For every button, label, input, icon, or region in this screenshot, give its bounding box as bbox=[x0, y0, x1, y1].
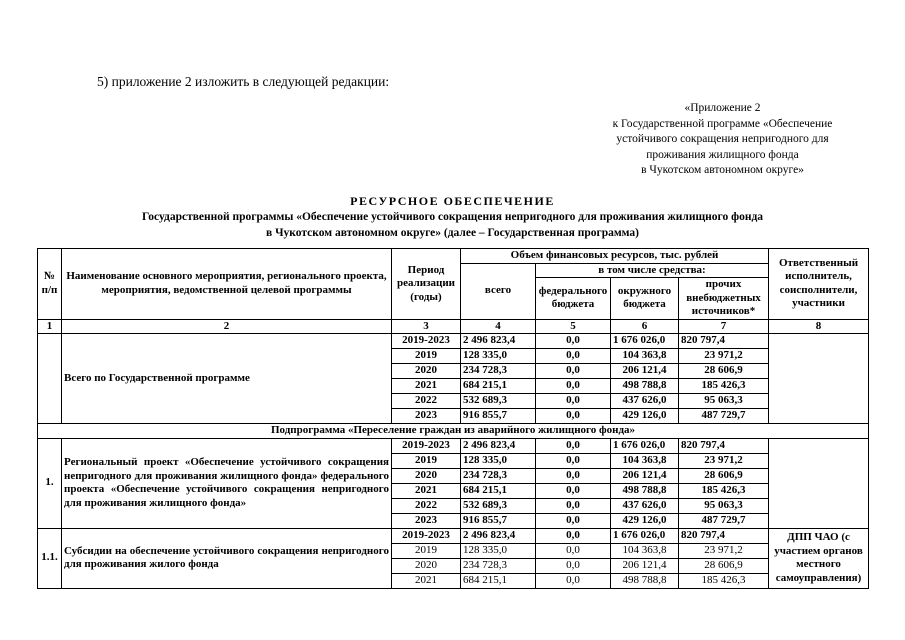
header-district: окружного бюджета bbox=[611, 278, 679, 320]
cell-period: 2020 bbox=[392, 558, 461, 573]
cell-total: 128 335,0 bbox=[461, 543, 536, 558]
cell-period: 2019-2023 bbox=[392, 528, 461, 543]
cell-period: 2019-2023 bbox=[392, 334, 461, 349]
heading-line-1: Государственной программы «Обеспечение устойчивого сокращения непригодного для проживания жилищного фонда bbox=[141, 211, 764, 223]
col-number: 7 bbox=[679, 319, 769, 334]
cell-other: 487 729,7 bbox=[679, 513, 769, 528]
header-total: всего bbox=[461, 263, 536, 319]
cell-other: 820 797,4 bbox=[679, 438, 769, 453]
col-number: 8 bbox=[769, 319, 869, 334]
header-incl: в том числе средства: bbox=[536, 263, 769, 278]
row-num bbox=[38, 334, 62, 424]
cell-total: 684 215,1 bbox=[461, 483, 536, 498]
cell-district: 498 788,8 bbox=[611, 379, 679, 394]
cell-total: 234 728,3 bbox=[461, 364, 536, 379]
cell-other: 28 606,9 bbox=[679, 558, 769, 573]
cell-period: 2023 bbox=[392, 513, 461, 528]
cell-other: 185 426,3 bbox=[679, 379, 769, 394]
subsidy-label: Субсидии на обеспечение устойчивого сокращения непригодного для проживания жилого фонда bbox=[62, 528, 392, 588]
col-number: 2 bbox=[62, 319, 392, 334]
cell-district: 206 121,4 bbox=[611, 558, 679, 573]
heading-line-2: в Чукотском автономном округе» (далее – Государственная программа) bbox=[265, 227, 640, 239]
table-row bbox=[38, 438, 869, 453]
cell-federal: 0,0 bbox=[536, 364, 611, 379]
cell-federal: 0,0 bbox=[536, 483, 611, 498]
cell-federal: 0,0 bbox=[536, 349, 611, 364]
project-label: Региональный проект «Обеспечение устойчивого сокращения непригодного для проживания жилищного фонда» федерального проекта «Обеспечение устойчивого сокращения непригодного для проживания жилищного фонда» bbox=[62, 438, 392, 528]
cell-period: 2022 bbox=[392, 498, 461, 513]
cell-other: 28 606,9 bbox=[679, 468, 769, 483]
col-number: 6 bbox=[611, 319, 679, 334]
cell-total: 532 689,3 bbox=[461, 394, 536, 409]
cell-federal: 0,0 bbox=[536, 513, 611, 528]
cell-period: 2019 bbox=[392, 349, 461, 364]
header-other: прочих внебюджетных источников* bbox=[679, 278, 769, 320]
cell-total: 532 689,3 bbox=[461, 498, 536, 513]
cell-other: 23 971,2 bbox=[679, 543, 769, 558]
cell-total: 234 728,3 bbox=[461, 468, 536, 483]
cell-total: 234 728,3 bbox=[461, 558, 536, 573]
cell-federal: 0,0 bbox=[536, 498, 611, 513]
header-num: № п/п bbox=[38, 249, 62, 320]
cell-other: 95 063,3 bbox=[679, 394, 769, 409]
column-number-row bbox=[38, 319, 869, 334]
heading-title: РЕСУРСНОЕ ОБЕСПЕЧЕНИЕ bbox=[350, 194, 555, 208]
cell-federal: 0,0 bbox=[536, 453, 611, 468]
cell-total: 684 215,1 bbox=[461, 379, 536, 394]
appendix-line: проживания жилищного фонда bbox=[646, 148, 799, 161]
cell-district: 1 676 026,0 bbox=[611, 438, 679, 453]
cell-district: 104 363,8 bbox=[611, 349, 679, 364]
cell-period: 2020 bbox=[392, 364, 461, 379]
cell-total: 916 855,7 bbox=[461, 513, 536, 528]
header-name: Наименование основного мероприятия, регионального проекта, мероприятия, ведомственной целевой программы bbox=[62, 249, 392, 320]
cell-other: 820 797,4 bbox=[679, 528, 769, 543]
cell-other: 185 426,3 bbox=[679, 483, 769, 498]
cell-federal: 0,0 bbox=[536, 573, 611, 588]
cell-federal: 0,0 bbox=[536, 394, 611, 409]
cell-district: 206 121,4 bbox=[611, 364, 679, 379]
cell-federal: 0,0 bbox=[536, 468, 611, 483]
header-row bbox=[38, 249, 869, 264]
cell-period: 2019 bbox=[392, 453, 461, 468]
cell-total: 684 215,1 bbox=[461, 573, 536, 588]
appendix-note bbox=[585, 101, 860, 179]
cell-other: 487 729,7 bbox=[679, 409, 769, 424]
cell-federal: 0,0 bbox=[536, 409, 611, 424]
appendix-line: устойчивого сокращения непригодного для bbox=[616, 133, 829, 145]
cell-federal: 0,0 bbox=[536, 558, 611, 573]
cell-district: 429 126,0 bbox=[611, 409, 679, 424]
cell-other: 820 797,4 bbox=[679, 334, 769, 349]
col-number: 1 bbox=[38, 319, 62, 334]
cell-period: 2019-2023 bbox=[392, 438, 461, 453]
cell-responsible bbox=[769, 438, 869, 528]
cell-period: 2021 bbox=[392, 379, 461, 394]
resource-table bbox=[37, 248, 869, 589]
row-num: 1.1. bbox=[38, 528, 62, 588]
cell-responsible: ДПП ЧАО (с участием органов местного самоуправления) bbox=[769, 528, 869, 588]
cell-district: 437 626,0 bbox=[611, 498, 679, 513]
cell-total: 2 496 823,4 bbox=[461, 438, 536, 453]
cell-federal: 0,0 bbox=[536, 379, 611, 394]
appendix-line: к Государственной программе «Обеспечение bbox=[612, 117, 833, 130]
col-number: 4 bbox=[461, 319, 536, 334]
cell-district: 498 788,8 bbox=[611, 573, 679, 588]
cell-period: 2021 bbox=[392, 483, 461, 498]
header-period: Период реализации (годы) bbox=[392, 249, 461, 320]
cell-period: 2019 bbox=[392, 543, 461, 558]
cell-district: 206 121,4 bbox=[611, 468, 679, 483]
cell-responsible bbox=[769, 334, 869, 424]
cell-other: 185 426,3 bbox=[679, 573, 769, 588]
header-responsible: Ответственный исполнитель, соисполнители, участники bbox=[769, 249, 869, 320]
cell-other: 23 971,2 bbox=[679, 349, 769, 364]
cell-district: 437 626,0 bbox=[611, 394, 679, 409]
table-row bbox=[38, 528, 869, 543]
total-label: Всего по Государственной программе bbox=[62, 334, 392, 424]
subprogram-row bbox=[38, 424, 869, 439]
cell-period: 2023 bbox=[392, 409, 461, 424]
cell-total: 128 335,0 bbox=[461, 349, 536, 364]
cell-total: 128 335,0 bbox=[461, 453, 536, 468]
cell-district: 104 363,8 bbox=[611, 453, 679, 468]
cell-district: 1 676 026,0 bbox=[611, 528, 679, 543]
cell-federal: 0,0 bbox=[536, 528, 611, 543]
cell-district: 1 676 026,0 bbox=[611, 334, 679, 349]
cell-total: 2 496 823,4 bbox=[461, 334, 536, 349]
cell-total: 916 855,7 bbox=[461, 409, 536, 424]
col-number: 5 bbox=[536, 319, 611, 334]
cell-period: 2022 bbox=[392, 394, 461, 409]
cell-period: 2020 bbox=[392, 468, 461, 483]
cell-federal: 0,0 bbox=[536, 334, 611, 349]
cell-district: 104 363,8 bbox=[611, 543, 679, 558]
cell-other: 23 971,2 bbox=[679, 453, 769, 468]
cell-period: 2021 bbox=[392, 573, 461, 588]
table-row bbox=[38, 334, 869, 349]
subprogram-title: Подпрограмма «Переселение граждан из аварийного жилищного фонда» bbox=[38, 424, 869, 439]
cell-federal: 0,0 bbox=[536, 543, 611, 558]
document-heading bbox=[0, 193, 905, 241]
cell-district: 429 126,0 bbox=[611, 513, 679, 528]
cell-district: 498 788,8 bbox=[611, 483, 679, 498]
cell-other: 28 606,9 bbox=[679, 364, 769, 379]
cell-total: 2 496 823,4 bbox=[461, 528, 536, 543]
cell-other: 95 063,3 bbox=[679, 498, 769, 513]
col-number: 3 bbox=[392, 319, 461, 334]
header-volume: Объем финансовых ресурсов, тыс. рублей bbox=[461, 249, 769, 264]
appendix-line: «Приложение 2 bbox=[684, 102, 761, 114]
cell-federal: 0,0 bbox=[536, 438, 611, 453]
row-num: 1. bbox=[38, 438, 62, 528]
header-federal: федерального бюджета bbox=[536, 278, 611, 320]
intro-text: 5) приложение 2 изложить в следующей редакции: bbox=[97, 74, 390, 89]
appendix-line: в Чукотском автономном округе» bbox=[641, 164, 804, 176]
